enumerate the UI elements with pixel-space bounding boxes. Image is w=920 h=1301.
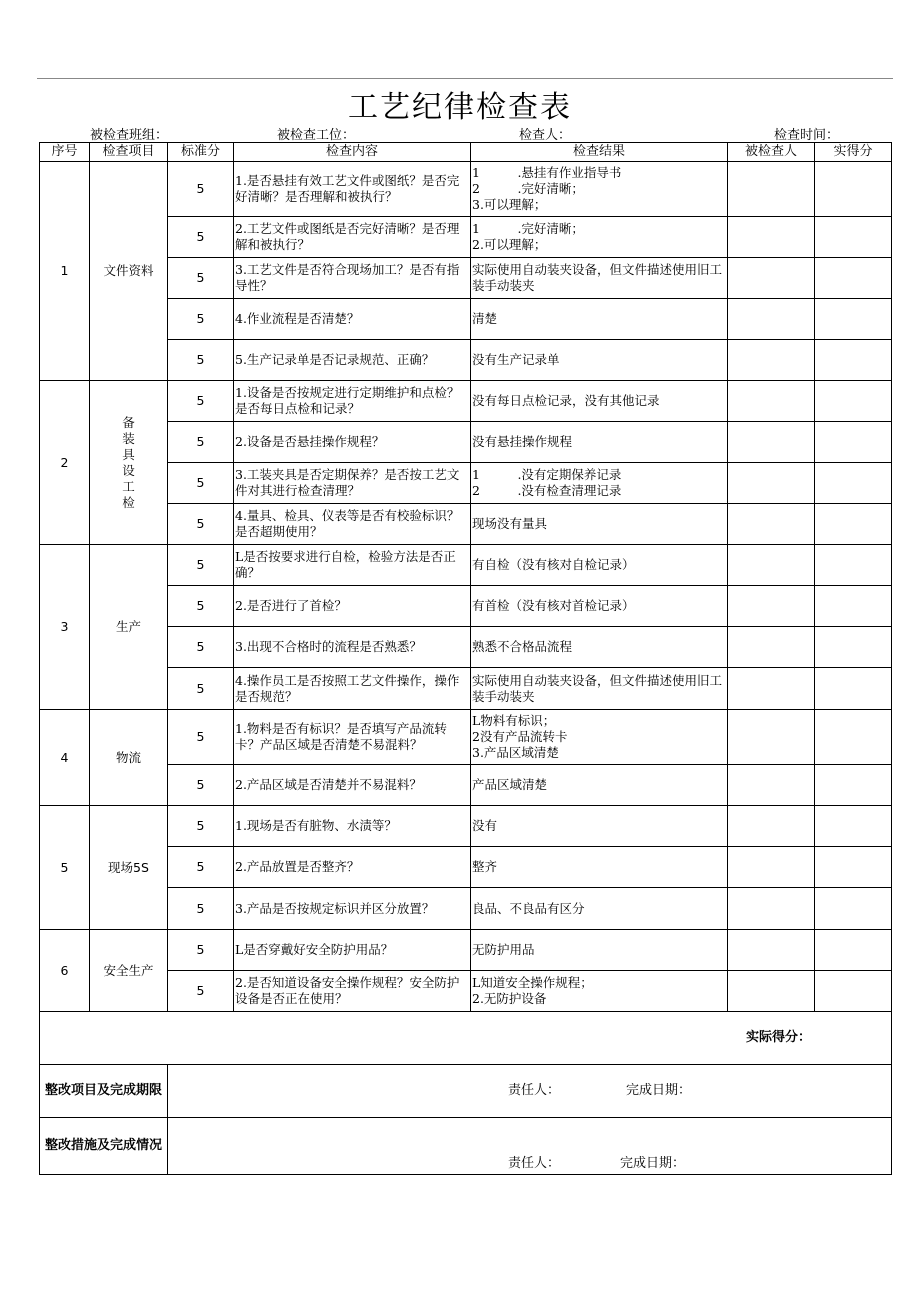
table-row xyxy=(40,258,892,299)
actual-score-cell[interactable] xyxy=(815,930,892,971)
completion-date-label: 完成日期： xyxy=(620,1156,686,1171)
check-result xyxy=(471,888,728,930)
check-result xyxy=(471,586,728,627)
standard-score: 5 xyxy=(168,381,234,422)
inspected-person-cell[interactable] xyxy=(728,668,815,710)
actual-score-label: 实际得分： xyxy=(40,1012,892,1065)
result-line: 无防护用品 xyxy=(472,942,535,957)
table-row xyxy=(40,888,892,930)
check-content: 2.产品区域是否清楚并不易混料？ xyxy=(234,765,471,806)
standard-score: 5 xyxy=(168,299,234,340)
actual-score-cell[interactable] xyxy=(815,258,892,299)
inspected-team-label: 被检查班组： xyxy=(90,128,169,143)
actual-score-cell[interactable] xyxy=(815,806,892,847)
rectification-measures-label: 整改措施及完成情况 xyxy=(40,1118,168,1175)
group-number: 3 xyxy=(40,545,90,710)
table-row xyxy=(40,765,892,806)
table-row xyxy=(40,217,892,258)
group-item: 生产 xyxy=(90,545,168,710)
group-item-char: 装 xyxy=(122,430,135,446)
table-row xyxy=(40,381,892,422)
check-result xyxy=(471,340,728,381)
group-number: 5 xyxy=(40,806,90,930)
check-content: 5.生产记录单是否记录规范、正确？ xyxy=(234,340,471,381)
table-row xyxy=(40,299,892,340)
check-content: 4.量具、检具、仪表等是否有校验标识？是否超期使用？ xyxy=(234,504,471,545)
inspected-person-cell[interactable] xyxy=(728,504,815,545)
check-content: 2.工艺文件或图纸是否完好清晰？是否理解和被执行？ xyxy=(234,217,471,258)
inspected-person-cell[interactable] xyxy=(728,340,815,381)
inspected-person-cell[interactable] xyxy=(728,422,815,463)
check-content: L是否按要求进行自检，检验方法是否正确？ xyxy=(234,545,471,586)
actual-score-cell[interactable] xyxy=(815,586,892,627)
standard-score: 5 xyxy=(168,463,234,504)
check-content: 1.现场是否有脏物、水渍等？ xyxy=(234,806,471,847)
standard-score: 5 xyxy=(168,545,234,586)
result-line: 1 .没有定期保养记录 xyxy=(472,467,622,482)
check-content: 2.是否进行了首检？ xyxy=(234,586,471,627)
group-number: 6 xyxy=(40,930,90,1012)
group-item: 安全生产 xyxy=(90,930,168,1012)
actual-score-cell[interactable] xyxy=(815,217,892,258)
result-line: 3.可以理解； xyxy=(472,197,547,212)
table-row xyxy=(40,627,892,668)
rectification-measures-field[interactable] xyxy=(168,1118,892,1175)
inspected-station-label: 被检查工位： xyxy=(277,128,356,143)
header-cell: 检查内容 xyxy=(234,143,471,162)
actual-score-cell[interactable] xyxy=(815,463,892,504)
standard-score: 5 xyxy=(168,162,234,217)
check-content: 1.是否悬挂有效工艺文件或图纸？是否完好清晰？是否理解和被执行？ xyxy=(234,162,471,217)
check-result xyxy=(471,463,728,504)
group-item xyxy=(90,381,168,545)
group-item-char: 工 xyxy=(122,478,135,494)
inspection-table xyxy=(39,142,892,1175)
inspected-person-cell[interactable] xyxy=(728,586,815,627)
standard-score: 5 xyxy=(168,217,234,258)
group-item-char: 备 xyxy=(122,414,135,430)
result-line: 整齐 xyxy=(472,859,498,874)
table-row xyxy=(40,504,892,545)
group-item: 现场5S xyxy=(90,806,168,930)
inspected-person-cell[interactable] xyxy=(728,971,815,1012)
inspected-person-cell[interactable] xyxy=(728,463,815,504)
result-line: L物料有标识； xyxy=(472,713,556,728)
standard-score: 5 xyxy=(168,422,234,463)
standard-score: 5 xyxy=(168,340,234,381)
standard-score: 5 xyxy=(168,806,234,847)
header-cell: 标准分 xyxy=(168,143,234,162)
check-content: 3.出现不合格时的流程是否熟悉？ xyxy=(234,627,471,668)
inspected-person-cell[interactable] xyxy=(728,710,815,765)
actual-score-cell[interactable] xyxy=(815,847,892,888)
inspected-person-cell[interactable] xyxy=(728,888,815,930)
standard-score: 5 xyxy=(168,710,234,765)
table-row xyxy=(40,162,892,217)
check-result xyxy=(471,847,728,888)
group-number: 4 xyxy=(40,710,90,806)
check-content: 2.设备是否悬挂操作规程？ xyxy=(234,422,471,463)
check-content: 2.产品放置是否整齐？ xyxy=(234,847,471,888)
check-content: 3.工艺文件是否符合现场加工？是否有指导性？ xyxy=(234,258,471,299)
check-result xyxy=(471,930,728,971)
result-line: 良品、不良品有区分 xyxy=(472,900,585,916)
table-row xyxy=(40,847,892,888)
inspected-person-cell[interactable] xyxy=(728,217,815,258)
actual-score-cell[interactable] xyxy=(815,888,892,930)
check-result xyxy=(471,381,728,422)
standard-score: 5 xyxy=(168,765,234,806)
check-result xyxy=(471,765,728,806)
standard-score: 5 xyxy=(168,504,234,545)
check-content: 1.物料是否有标识？是否填写产品流转卡？产品区域是否清楚不易混料？ xyxy=(234,710,471,765)
actual-score-cell[interactable] xyxy=(815,765,892,806)
table-row xyxy=(40,586,892,627)
actual-score-cell[interactable] xyxy=(815,504,892,545)
inspected-person-cell[interactable] xyxy=(728,930,815,971)
check-result xyxy=(471,299,728,340)
group-item-char: 设 xyxy=(122,462,135,478)
actual-score-cell[interactable] xyxy=(815,545,892,586)
result-line: 1 .悬挂有作业指导书 xyxy=(472,165,622,180)
check-result xyxy=(471,710,728,765)
inspected-person-cell[interactable] xyxy=(728,381,815,422)
check-result xyxy=(471,422,728,463)
result-line: 现场没有量具 xyxy=(472,516,548,531)
check-content: L是否穿戴好安全防护用品？ xyxy=(234,930,471,971)
result-line: 有首检（没有核对首检记录） xyxy=(472,598,635,613)
group-number: 2 xyxy=(40,381,90,545)
table-row xyxy=(40,710,892,765)
responsible-label: 责任人： xyxy=(508,1083,561,1098)
result-line: 清楚 xyxy=(472,311,498,326)
standard-score: 5 xyxy=(168,258,234,299)
table-row xyxy=(40,971,892,1012)
check-result xyxy=(471,258,728,299)
header-cell: 序号 xyxy=(40,143,90,162)
standard-score: 5 xyxy=(168,971,234,1012)
check-result xyxy=(471,504,728,545)
result-line: 2 .完好清晰； xyxy=(472,181,584,196)
group-number: 1 xyxy=(40,162,90,381)
actual-score-cell[interactable] xyxy=(815,668,892,710)
group-item: 文件资料 xyxy=(90,162,168,381)
result-line: 没有生产记录单 xyxy=(472,352,560,367)
group-item-char: 检 xyxy=(122,494,135,510)
result-line: 2.无防护设备 xyxy=(472,991,547,1006)
table-row xyxy=(40,806,892,847)
check-result xyxy=(471,971,728,1012)
inspector-label: 检查人： xyxy=(519,128,572,143)
standard-score: 5 xyxy=(168,930,234,971)
check-result xyxy=(471,545,728,586)
rectification-items-row xyxy=(40,1065,892,1118)
page-title: 工艺纪律检查表 xyxy=(348,90,572,125)
result-line: L知道安全操作规程； xyxy=(472,975,593,990)
result-line: 没有 xyxy=(472,818,498,833)
actual-score-cell[interactable] xyxy=(815,299,892,340)
standard-score: 5 xyxy=(168,668,234,710)
header-cell: 实得分 xyxy=(815,143,892,162)
standard-score: 5 xyxy=(168,888,234,930)
check-result xyxy=(471,806,728,847)
standard-score: 5 xyxy=(168,586,234,627)
result-line: 熟悉不合格品流程 xyxy=(472,639,573,654)
actual-score-cell[interactable] xyxy=(815,627,892,668)
check-result xyxy=(471,627,728,668)
table-row xyxy=(40,340,892,381)
standard-score: 5 xyxy=(168,847,234,888)
table-row xyxy=(40,545,892,586)
result-line: 没有悬挂操作规程 xyxy=(472,434,573,449)
inspected-person-cell[interactable] xyxy=(728,847,815,888)
check-content: 4.作业流程是否清楚？ xyxy=(234,299,471,340)
table-row xyxy=(40,668,892,710)
table-header-row xyxy=(40,143,892,162)
group-item-char: 具 xyxy=(122,446,135,462)
inspected-person-cell[interactable] xyxy=(728,258,815,299)
result-line: 有自检（没有核对自检记录） xyxy=(472,557,635,572)
check-content: 1.设备是否按规定进行定期维护和点检？是否每日点检和记录？ xyxy=(234,381,471,422)
result-line: 2没有产品流转卡 xyxy=(472,729,568,744)
actual-score-cell[interactable] xyxy=(815,340,892,381)
inspected-person-cell[interactable] xyxy=(728,765,815,806)
completion-date-label: 完成日期： xyxy=(626,1083,692,1098)
inspection-time-label: 检查时间： xyxy=(774,128,840,143)
header-cell: 检查结果 xyxy=(471,143,728,162)
table-row xyxy=(40,463,892,504)
result-line: 没有每日点检记录，没有其他记录 xyxy=(472,393,660,408)
inspected-person-cell[interactable] xyxy=(728,545,815,586)
rectification-items-field[interactable] xyxy=(168,1065,892,1118)
check-content: 3.产品是否按规定标识并区分放置？ xyxy=(234,888,471,930)
rectification-items-label: 整改项目及完成期限 xyxy=(40,1065,168,1118)
check-content: 3.工装夹具是否定期保养？是否按工艺文件对其进行检查清理？ xyxy=(234,463,471,504)
inspected-person-cell[interactable] xyxy=(728,806,815,847)
actual-score-cell[interactable] xyxy=(815,381,892,422)
actual-score-cell[interactable] xyxy=(815,971,892,1012)
header-cell: 被检查人 xyxy=(728,143,815,162)
check-content: 4.操作员工是否按照工艺文件操作，操作是否规范？ xyxy=(234,668,471,710)
responsible-label: 责任人： xyxy=(508,1156,561,1171)
standard-score: 5 xyxy=(168,627,234,668)
check-content: 2.是否知道设备安全操作规程？安全防护设备是否正在使用？ xyxy=(234,971,471,1012)
inspected-person-cell[interactable] xyxy=(728,299,815,340)
actual-score-cell[interactable] xyxy=(815,162,892,217)
actual-score-cell[interactable] xyxy=(815,422,892,463)
top-rule xyxy=(37,78,893,79)
result-line: 产品区域清楚 xyxy=(472,777,548,792)
table-row xyxy=(40,930,892,971)
check-result xyxy=(471,162,728,217)
table-row xyxy=(40,422,892,463)
result-line: 1 .完好清晰； xyxy=(472,221,584,236)
group-item: 物流 xyxy=(90,710,168,806)
check-result xyxy=(471,217,728,258)
inspected-person-cell[interactable] xyxy=(728,162,815,217)
actual-score-cell[interactable] xyxy=(815,710,892,765)
rectification-measures-row xyxy=(40,1118,892,1175)
header-cell: 检查项目 xyxy=(90,143,168,162)
check-result xyxy=(471,668,728,710)
result-line: 实际使用自动装夹设备，但文件描述使用旧工装手动装夹 xyxy=(472,672,723,704)
result-line: 3.产品区域清楚 xyxy=(472,745,559,760)
result-line: 2 .没有检查清理记录 xyxy=(472,483,622,498)
result-line: 2.可以理解； xyxy=(472,237,547,252)
actual-score-row xyxy=(40,1012,892,1065)
result-line: 实际使用自动装夹设备，但文件描述使用旧工装手动装夹 xyxy=(472,262,723,293)
inspected-person-cell[interactable] xyxy=(728,627,815,668)
